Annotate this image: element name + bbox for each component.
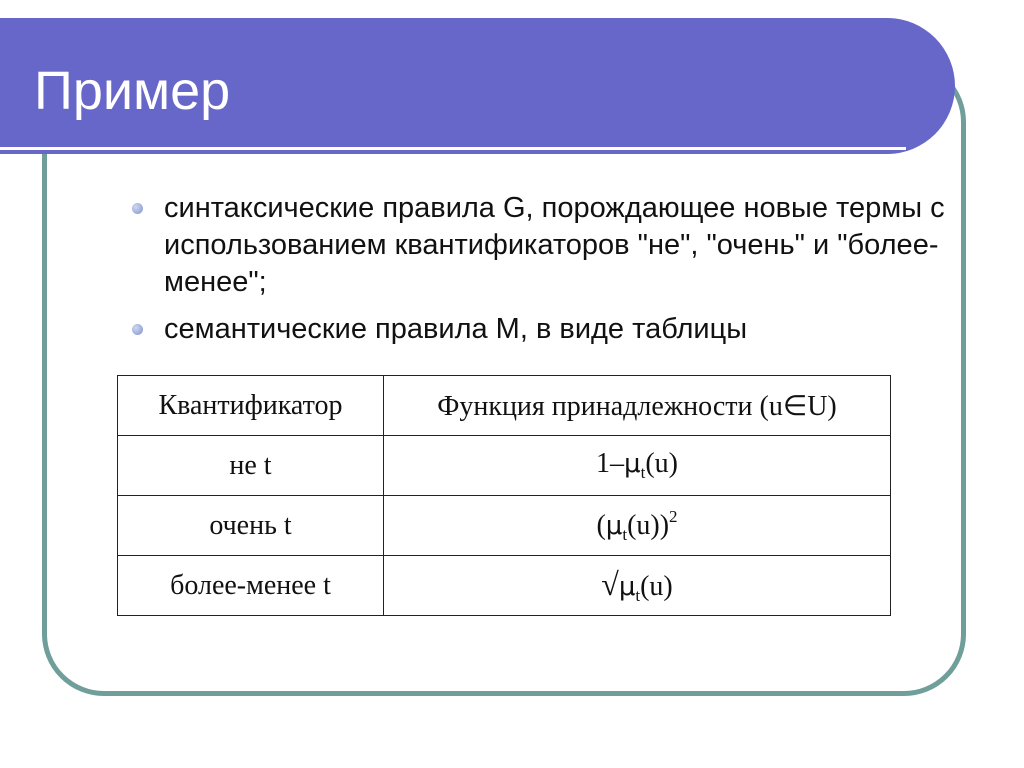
bullet-icon [132, 324, 143, 335]
quantifier-cell: не t [118, 436, 384, 496]
quantifier-table [117, 375, 891, 616]
formula-argument: (u) [645, 448, 678, 479]
quantifier-cell: более-менее t [118, 556, 384, 616]
formula-exponent: 2 [669, 506, 678, 526]
bullet-item-semantics [130, 311, 960, 348]
bullet-icon [132, 203, 143, 214]
formula-argument: (u)) [627, 509, 670, 541]
slide-title: Пример [34, 61, 231, 121]
table-header-row [118, 376, 891, 436]
table-row [118, 436, 891, 496]
bullet-list [130, 190, 960, 358]
table-row [118, 556, 891, 616]
quantifier-cell: очень t [118, 496, 384, 556]
sqrt-symbol: √ [601, 565, 619, 602]
mu-symbol: μ [618, 571, 636, 602]
formula-subscript: t [640, 463, 646, 482]
title-band [0, 18, 955, 154]
header-membership-function: Функция принадлежности (u∈U) [384, 376, 891, 436]
function-cell [384, 556, 891, 616]
header-quantifier: Квантификатор [118, 376, 384, 436]
table-row [118, 496, 891, 556]
bullet-item-syntax [130, 190, 960, 301]
title-underline [0, 147, 906, 150]
formula-prefix: 1– [596, 448, 625, 479]
bullet-text: синтаксические правила G, порождающее новые термы с использованием квантификаторов "не", "очень" и "более-менее"; [164, 192, 945, 298]
formula-prefix: ( [596, 509, 606, 541]
formula-argument: (u) [640, 570, 673, 602]
mu-symbol: μ [605, 510, 623, 541]
formula-subscript: t [635, 585, 641, 605]
bullet-text: семантические правила M, в виде таблицы [164, 313, 748, 345]
function-cell [384, 436, 891, 496]
mu-symbol: μ [624, 449, 641, 479]
formula-subscript: t [622, 524, 628, 544]
function-cell [384, 496, 891, 556]
